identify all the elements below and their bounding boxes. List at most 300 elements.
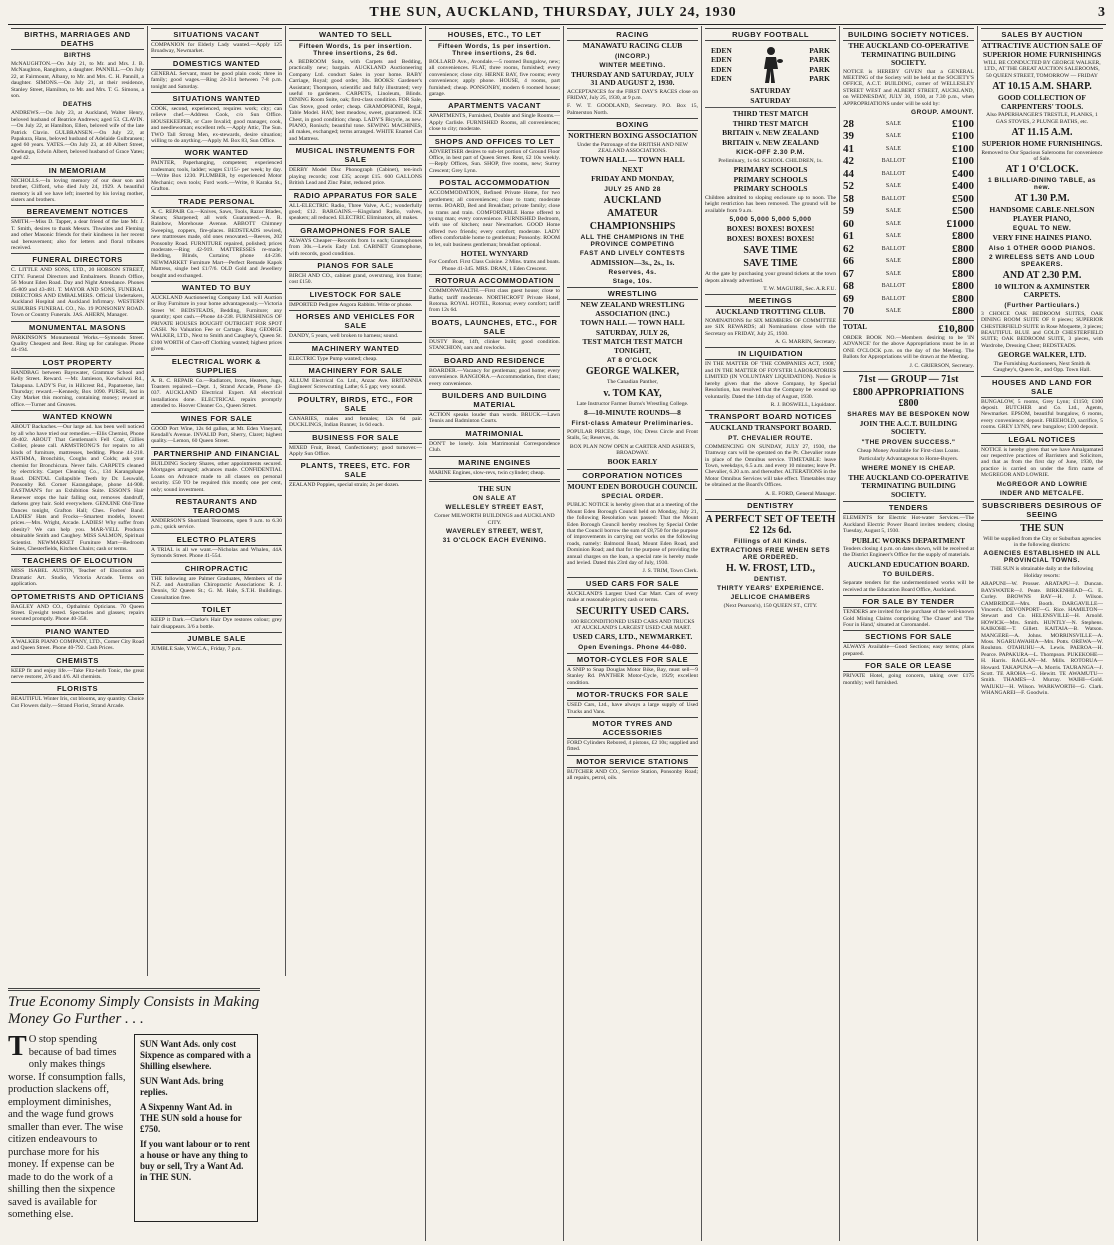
corp-special: SPECIAL ORDER. (601, 493, 664, 501)
lot-method: SALE (885, 258, 901, 265)
particulars-line: Particularly Advantageous to Home-Buyers. (858, 456, 959, 463)
section-heading: IN MEMORIAM (11, 164, 144, 177)
column-2 (148, 26, 286, 976)
section-heading: MARINE ENGINES (429, 456, 560, 469)
wanted-text: ABOUT Backaches.—Our large ad. has been well noticed by all who have tried our remedies.—Ellis Chemist, Phone 40-402. ABOUT That Gentleman's Fell Coat, Gillies Collier, please call. ARMSTRONG'S for repairs to all kinds of furniture, mattresses, bedding. Phone 44-218. ASTHMA, Bronchitis, Coughs and Colds; ask your chemist for Bronchicura. Never fails. CARPETS cleaned by electricity. Carpet Cleaning Co., 134 Karangahape Road. DENTAL Collapsible Teeth by Dr. Leuwald, Ponsonby Rd. Corner Karangahape, phone 44-908. EASTMAN'S for an Exhibition Suite. ESSON'S Hair Renewer stops the hair falling out, removes dandruff, darkens grey hair. Sold everywhere. GENUINE Old-Time Dances tonight, Grafton Hall; Ches. Forbes' Band. LADIES' Hats and Frocks—Smartest models, lowest prices.—Mrs. Wright, Arcade. LADIES! Why suffer from obesity? We can help you. MAR-VELL Products obtainable Smith and Caughey. MISS SALMON, Spiritual Scientist. NEWMARKET Furniture Mart—Bedroom Suites, Chesterfields, Kitchen Chairs; cash or terms. (11, 424, 144, 552)
section-heading: HORSES AND VEHICLES FOR SALE (289, 310, 422, 332)
agencies-title: AGENCIES ESTABLISHED IN ALL PROVINCIAL TOWNS. (983, 550, 1101, 565)
drop-cap: T (8, 1031, 27, 1062)
lot-method: BALLOT (881, 195, 906, 202)
removed-line: Removed to Our Spacious Salerooms for convenience of Sale. (981, 149, 1103, 162)
section-heading: BEREAVEMENT NOTICES (11, 205, 144, 218)
section-heading: SECTIONS FOR SALE (843, 630, 974, 643)
section-heading: MOTOR-TRUCKS FOR SALE (567, 688, 698, 701)
chiro-text: THE following are Palmer Graduates, Members of the N.Z. and Australian Chiropractic Associations: R. J. Dennis, 92 Queen St.; G. M. Hale, S.T.H. Buildings. Consultation free. (151, 575, 282, 601)
lot-method: BALLOT (881, 283, 906, 290)
pwd-title: PUBLIC WORKS DEPARTMENT (851, 535, 966, 545)
lot-group: 52 (843, 180, 854, 193)
legal-firm: McGREGOR AND LOWRIE (996, 480, 1088, 488)
wrestling-walker: GEORGE WALKER, (585, 366, 680, 378)
boxing-amateur: AMATEUR (607, 207, 658, 219)
eden-word: EDEN (711, 55, 732, 64)
further-text: 3 CHOICE OAK BEDROOM SUITES, OAK DINING ROOM SUITE OF 8 pieces; SUPERIOR CHESTERFIELD SUITE in Rose Moquette, 3 pieces; BEAUTIFUL BLUE and GOLD CHESTERFIELD SUITE; OAK BEDROOM SUITE, 3 pieces, with Wardrobe, Dressing Chest; BEDSTEADS. (981, 310, 1103, 349)
primary-schools: PRIMARY SCHOOLS (733, 184, 808, 194)
section-heading: CHEMISTS (11, 654, 144, 667)
appropriations-line: £800 APPROPRIATIONS £800 (852, 386, 965, 409)
transport-board: AUCKLAND TRANSPORT BOARD. (709, 423, 832, 433)
divider (843, 371, 974, 372)
rugby-player-icon (758, 45, 784, 85)
experience: THIRTY YEARS' EXPERIENCE. (717, 585, 824, 593)
frost-name: H. W. FROST, LTD., (726, 563, 815, 575)
used-cars-text: AUCKLAND'S Largest Used Car Mart. Cars of every make at reasonable prices; cash or terms. (567, 590, 698, 604)
page-number: 3 (1098, 5, 1106, 20)
section-heading: JUMBLE SALE (151, 632, 282, 645)
section-heading: IN LIQUIDATION (705, 347, 836, 360)
used-cars-ltd: USED CARS, LTD., NEWMARKET. (572, 632, 693, 642)
society-name: THE AUCKLAND CO-OPERATIVE TERMINATING BUILDING SOCIETY. (848, 41, 969, 67)
electro-text: A TRIAL is all we want.—Nicholas and Whalen, 44A Symonds Street. Phone 41-554. (151, 546, 282, 560)
perfect-set: A PERFECT SET OF TEETH £2 12s 6d. (705, 514, 836, 537)
third-test: THIRD TEST MATCH (732, 118, 809, 128)
rate-note: Fifteen Words, 1s per insertion. Three insertions, 2s 6d. (298, 43, 413, 57)
shares-line: SHARES MAY BE BESPOKEN NOW (847, 410, 970, 418)
lot-method: BALLOT (881, 170, 906, 177)
lot-group: 69 (843, 292, 854, 305)
section-heading: TENDERS (843, 501, 974, 514)
tools-line: GOOD COLLECTION OF CARPENTERS' TOOLS. (998, 93, 1086, 111)
racing-secretary: F. W. T. GOODLAND, Secretary. P.O. Box 15, Palmerston North. (567, 103, 698, 116)
wrestling-test: TEST MATCH TEST MATCH TONIGHT, (582, 337, 683, 355)
billiard-line: 1 BILLIARD-DINING TABLE, as new. (988, 177, 1096, 192)
corp-sign: J. S. TRIM, Town Clerk. (642, 568, 698, 575)
boxing-dates: JULY 25 AND 28 (604, 185, 661, 193)
lot-group: 41 (843, 142, 854, 155)
sun-box-line: 31 O'CLOCK EACH EVENING. (442, 537, 547, 545)
superior-line: SUPERIOR HOME FURNISHINGS. (981, 139, 1103, 149)
wines-text: GOOD Port Wine, 12s 6d gallon, at Mt. Eden Vineyard, Kendall's Avenue. INVALID Port, Sherry, Claret; highest quality.—Lemon, 60 Queen Street. (151, 425, 282, 445)
third-test: THIRD TEST MATCH (732, 109, 809, 118)
boxes: BOXES! BOXES! BOXES! (726, 233, 815, 243)
section-heading: WANTED KNOWN (11, 410, 144, 423)
appropriation-row (843, 280, 974, 293)
promo-box-line: SUN Want Ads. only cost Sixpence as compared with a Shilling elsewhere. (140, 1039, 251, 1071)
racing-acceptances: ACCEPTANCES for the FIRST DAY'S RACES close on FRIDAY, July 25, 1930, at 9 p.m. (567, 88, 698, 101)
section-heading: HOUSES AND LAND FOR SALE (981, 376, 1103, 398)
legal-text: NOTICE is hereby given that we have Amalgamated our respective practices of Barristers and Solicitors, and that as from the first day of June, 1930, the practice is carried on under the firm name of McGREGOR AND LOWRIE. (981, 446, 1103, 479)
section-heading: WORK WANTED (151, 146, 282, 159)
total-row (843, 323, 974, 335)
lot-amount: £800 (952, 292, 974, 305)
section-heading: FOR SALE OR LEASE (843, 659, 974, 672)
boxing-patronage: Under the Patronage of the BRITISH AND NEW ZEALAND ASSOCIATIONS. (577, 141, 688, 155)
section-heading: SALES BY AUCTION (981, 28, 1103, 41)
auction-time: AT 10.15 A.M. SHARP. (992, 81, 1092, 93)
domestics-text: GENERAL Servant, must be good plain cook; three in family; good wages.—Ring 24-314 between 7-8 p.m. tonight and Saturday. (151, 70, 282, 90)
appropriation-row (843, 193, 974, 206)
divider (705, 107, 836, 108)
machinery-sale-text: ALLUM Electrical Co. Ltd., Anzac Ave. BRITANNIA Engineers' Screwcutting Lathe; 6.5 gap; very sound. (289, 377, 422, 391)
wrestling-kay: v. TOM KAY, (603, 387, 662, 399)
section-heading: FLORISTS (11, 682, 144, 695)
lot-method: SALE (885, 270, 901, 277)
pianos-text: BIRCH AND CO., cabinet grand, overstrung, iron frame; cost £150. (289, 272, 422, 286)
column-4 (426, 26, 564, 1241)
plants-text: ZEALAND Poppies, special strain; 2s per dozen. (289, 482, 400, 489)
trade-text: A. C. REPAIR Co.—Knives, Saws, Tools, Razor Blades, Shears; Sharpened; all work Guaranteed.—A. R. Rainbow, Morehouse Avenue. ABBOTT Chimney Sweeping, coppers, fire-places. BEDSTEADS rewired, new mattresses made, old ones renovated.—Reeves, 202 Ponsonby Road. FURNITURE repaired, polished; prices moderate.—Ring 42-919. MATTRESSES re-made; Bedding, Blinds, Curtains; phone 44-236. NEWMARKET Furniture Mart—Perfect Remade Kapok Mattress, single bed £1/7/6. OLD Gold and Jewellery bought and exchanged. (151, 208, 282, 279)
aeb-sub: TO BUILDERS. (882, 571, 935, 579)
business-text: MIXED Fruit, Bread, Confectionery; good turnover.—Apply Sun Office. (289, 444, 422, 457)
handsome-line: HANDSOME CABLE-NELSON PLAYER PIANO, (989, 205, 1095, 223)
aeb-title: AUCKLAND EDUCATION BOARD. (847, 559, 970, 569)
bereavement-text: SMITH.—Miss D. Tapper, a dear friend of the late Mr. J. T. Smith, desires to thank Messrs. Thwaites and Fleming and other Masonic friends for their kindness in her recent sad bereavement; also for letters and floral tributes received. (11, 219, 144, 251)
section-heading: RESTAURANTS AND TEAROOMS (151, 495, 282, 517)
wireless-line: 2 WIRELESS SETS AND LOUD SPEAKERS. (988, 253, 1096, 268)
section-heading: BUILDING SOCIETY NOTICES. (843, 28, 974, 41)
section-heading: MOTOR TYRES AND ACCESSORIES (567, 717, 698, 739)
sun-box-line: WAVERLEY STREET, WEST, (445, 528, 544, 536)
section-heading: ELECTRICAL WORK & SUPPLIES (151, 355, 282, 377)
lot-amount: £1000 (946, 217, 974, 230)
wrestling-box-plan: BOX PLAN NOW OPEN at CARTER AND ASHER'S, BROADWAY. (569, 443, 696, 456)
wrestling-association: NEW ZEALAND WRESTLING ASSOCIATION (INC.) (580, 300, 685, 318)
section-heading: APARTMENTS VACANT (429, 99, 560, 112)
further-line: (Further Particulars.) (1004, 301, 1080, 309)
houses-land-text: BUNGALOW, 5 rooms, Grey Lynn; £1150; £100 deposit. BUTCHER and Co. Ltd., Agents, Newmarket. EPSOM, beautiful bungalow, 6 rooms, every convenience; deposit. FREEHOLD, sacrifice, 5 rooms. GREY LYNN, new bungalow; £100 deposit. (981, 398, 1103, 431)
sun-box-line: Corner MILWORTH BUILDINGS and AUCKLAND CITY. (434, 513, 555, 526)
boxing-next: NEXT (622, 164, 643, 174)
horses-text: DANDY, 5 years, well broken to harness; sound. (289, 333, 399, 340)
want-ad-promo (8, 985, 260, 1222)
britain-nz: BRITAIN v. NEW ZEALAND (722, 137, 819, 147)
dentist-address: (Next Pearson's), 150 QUEEN ST., CITY. (723, 603, 818, 610)
aeb-text: Separate tenders for the undermentioned works will be received at the Education Board Office, Auckland. (843, 580, 974, 593)
prelim: Preliminary, 1s 6d. SCHOOL CHILDREN, 1s. (718, 158, 823, 164)
builders-text: ACTION speaks louder than words. BRUCK.—Lawn Tennis and Badminton Courts. (429, 411, 560, 425)
lot-amount: £100 (952, 142, 974, 155)
transport-text: COMMENCING ON SUNDAY, JULY 27, 1930, the Tramway cars will be operated on the Pt. Chevalier route in place of the Omnibus service. TIMETABLE: leave Town, weekdays, 6.5 a.m. and every 10 minutes; leave Pt. Chevalier, 6.20 a.m. and thereafter. ALTERATIONS in the Motor Omnibus Services will take effect. Timetables may be obtained at the Board's Offices. (705, 443, 836, 489)
sun-box-title: THE SUN (478, 483, 511, 493)
promo-body (8, 1031, 260, 1222)
section-heading: BUSINESS FOR SALE (289, 431, 422, 444)
dentist: DENTIST. (754, 576, 787, 584)
fillings: Fillings of All Kinds. (733, 538, 808, 546)
conducted: WILL BE CONDUCTED BY GEORGE WALKER, LTD., AT THE GREAT AUCTION SALEROOMS, 50 QUEEN STREET, TOMORROW — FRIDAY (983, 60, 1101, 79)
rugby-day: SATURDAY (750, 86, 791, 95)
park-word: PARK (809, 74, 830, 83)
racing-club-inc: (INCORP.) (614, 52, 651, 60)
section-heading: MOTOR-CYCLES FOR SALE (567, 653, 698, 666)
lot-amount: £500 (952, 192, 974, 205)
cheap-line: Cheap Money Available for First-class Loans. (857, 447, 960, 454)
transport-route: PT. CHEVALIER ROUTE. (728, 434, 813, 442)
boxing-days: FRIDAY AND MONDAY, (591, 174, 674, 184)
sale-lease-text: PRIVATE Hotel, going concern, taking over £175 monthly; well furnished. (843, 673, 974, 686)
wrestling-date: SATURDAY, JULY 26, (595, 327, 670, 337)
boats-text: DUSTY Boat, 14ft, clinker built; good condition. STANCHION, oars and rowlocks. (429, 338, 560, 352)
column-1 (8, 26, 148, 976)
section-heading: BOARD AND RESIDENCE (429, 354, 560, 367)
electrical-text: A. R. C. REPAIR Co.—Radiators, Irons, Heaters, Jugs, Toasters repaired.—Dept. 1, Strand Arcade, Phone 43-037. AUCKLAND Electrical Expert. All electrical installations done. ELECTRICAL repairs promptly attended to. Hoover Cleaner Co., Queen Street. (151, 377, 282, 410)
section-heading: LOST PROPERTY (11, 356, 144, 369)
appropriations-table (843, 118, 974, 318)
notice-text: NOTICE is HEREBY GIVEN that a GENERAL MEETING of the Society will be held at the SOCIETY'S OFFICE, A.C.T. BUILDING, corner of WELLESLEY STREET WEST and ALBERT STREET, AUCKLAND, on WEDNESDAY, JULY 30, 1930, at 7.30 p.m., when APPROPRIATIONS under will be sold by: (843, 68, 974, 107)
section-heading: MACHINERY WANTED (289, 342, 422, 355)
houses-text: BOLLARD Ave., Avondale.—5 roomed Bungalow, new; all conveniences. FLAT, three rooms, furnished; every convenience; close city. HERNE BAY, five rooms; every convenience; apply phone. HOUSE, 4 rooms, part furnished; cheap. PONSONBY, modern 6 roomed house; garage. (429, 59, 560, 98)
lot-method: SALE (885, 183, 901, 190)
boxing-association: NORTHERN BOXING ASSOCIATION (568, 131, 697, 141)
gramophones-text: ALWAYS Cheaper—Records from 1s each; Gramophones from 30s.—Lewis Eady Ltd. CABINET Gramophone, with records, good condition. (289, 237, 422, 257)
lot-group: 67 (843, 267, 854, 280)
save-time: SAVE TIME (743, 245, 798, 257)
lot-amount: £400 (952, 167, 974, 180)
promo-box-line: SUN Want Ads. bring replies. (140, 1076, 224, 1097)
lot-method: BALLOT (881, 295, 906, 302)
promo-box-line: A Sixpenny Want Ad. in THE SUN sold a house for £750. (140, 1102, 242, 1134)
promo-left (8, 1031, 126, 1222)
proven-line: "THE PROVEN SUCCESS." (861, 438, 956, 446)
work-text: PAINTER, Paperhanging, competent; experienced tradesman; tools, ladder; wages £1/15/- per week; by day.—Write Box 1230. PLUMBER, by experienced Motor Mechanic; own tools; Ford work.—Write, 8 Karaka St., Grafton. (151, 160, 282, 193)
wrestling-venue: TOWN HALL — TOWN HALL (580, 318, 685, 328)
attractive: ATTRACTIVE AUCTION SALE OF SUPERIOR HOME FURNISHINGS (981, 41, 1103, 59)
boxing-admission: ADMISSION—3s., 2s., 1s. (590, 257, 675, 267)
appropriation-row (843, 293, 974, 306)
trucks-text: USED Cars, Ltd., have always a large supply of Used Trucks and Vans. (567, 702, 698, 715)
elocution-text: MISS ISABEL AUSTIN, Teacher of Elocution and Dramatic Art. Studio, Victoria Arcade. Terms on application. (11, 568, 144, 588)
section-heading: MATRIMONIAL (429, 427, 560, 440)
sold-line: THE SUN is obtainable daily at the following Holiday resorts: (990, 566, 1094, 579)
births-text: McNAUGHTON.—On July 21, to Mr. and Mrs. J. B. McNaughton, Rangitoto, a daughter. PANNILL.—On July 22, at Fairmount, Albany, to Mr. and Mrs. C. H. Pannill, a daughter. SIMONS.—On July 21, at their residence, Stanley Street, Hamilton, to Mr. and Mrs. T. G. Simons, a son. (11, 61, 144, 100)
lot-group: 58 (843, 192, 854, 205)
boxing-reserves: Reserves, 4s. (608, 269, 657, 277)
section-heading: OPTOMETRISTS AND OPTICIANS (11, 591, 145, 601)
musical-text: DERBY Model Disc Phonograph (Cabinet), ten-inch playing records; cost £35; accept £15. 600 GALLONS British Lead and Zinc Paint, reduced price. (289, 167, 422, 187)
wrestling-kay-sub: Late Instructor Farmer Burns's Wrestling College. (576, 400, 689, 407)
rugby-date: SATURDAY (750, 95, 791, 105)
eden-stack (711, 46, 732, 85)
section-heading: PARTNERSHIP AND FINANCIAL (151, 447, 282, 460)
lot-method: SALE (885, 308, 901, 315)
appropriation-row (843, 230, 974, 243)
rate-note: Fifteen Words, 1s per insertion. Three insertions, 2s 6d. (437, 43, 552, 57)
rotorua-text: COMMONWEALTH.—First class guest house; close to Baths; tariff moderate. NORTHCROFT Private Hotel, Rotorua. ROYAL HOTEL, Rotorua; every comfort; tariff from 12s 6d. (429, 288, 560, 314)
matrimonial-text: DON'T be lonely. Join Matrimonial Correspondence Club. (429, 440, 560, 454)
section-heading: GRAMOPHONES FOR SALE (289, 224, 422, 237)
very-fine-line: VERY FINE HAINES PIANO. (992, 233, 1092, 243)
section-heading: SUBSCRIBERS DESIROUS OF SEEING (982, 500, 1102, 519)
column-3 (286, 26, 426, 1241)
jellicoe: JELLICOE CHAMBERS (730, 594, 811, 602)
section-heading: BOXING (567, 118, 698, 131)
security-used-cars: SECURITY USED CARS. (576, 605, 689, 617)
lot-method: SALE (885, 208, 901, 215)
service-text: BUTCHER AND CO., Service Station, Ponsonby Road; all repairs, petrol, oils. (567, 768, 698, 782)
other-line: Also 1 OTHER GOOD PIANOS. (988, 244, 1096, 252)
racing-club: MANAWATU RACING CLUB (582, 41, 683, 50)
section-heading: BIRTHS, MARRIAGES AND DEATHS (11, 28, 144, 50)
section-heading: PLANTS, TREES, ETC. FOR SALE (289, 459, 422, 481)
florists-text: BEAUTIFUL Winter Iris, cut blooms, any quantity. Choice Cut Flowers daily.—Strand Florist, Strand Arcade. (11, 696, 144, 709)
section-heading: MUSICAL INSTRUMENTS FOR SALE (289, 144, 422, 166)
situations-text: COMPANION for Elderly Lady wanted.—Apply 125 Broadway, Newmarket. (151, 42, 282, 55)
lot-method: SALE (885, 233, 901, 240)
section-heading: WINES FOR SALE (151, 412, 282, 425)
save-time: SAVE TIME (743, 258, 798, 270)
wrestling-book: BOOK EARLY (607, 457, 658, 467)
tender-text: ELEMENTS for Electric Hot-water Services.—The Auckland Electric Power Board invites tenders; closing Tuesday, August 5, 1930. (843, 515, 974, 535)
masthead (8, 2, 1106, 25)
section-heading: LEGAL NOTICES (981, 433, 1103, 446)
appropriation-row (843, 305, 974, 318)
section-heading: POSTAL ACCOMMODATION (429, 176, 560, 189)
section-heading: WANTED TO BUY (151, 281, 282, 294)
section-heading: WANTED TO SELL (289, 28, 422, 41)
lot-amount: £800 (952, 280, 974, 293)
boxing-venue: TOWN HALL — TOWN HALL (580, 155, 685, 165)
auction-time: AND AT 2.30 P.M. (1002, 269, 1082, 281)
appropriation-row (843, 255, 974, 268)
boxing-championships: CHAMPIONSHIPS (589, 220, 676, 232)
appropriations-body (843, 118, 974, 318)
piano-text: A WALKER PIANO COMPANY, LTD., Corner City Road and Queen Street. Phone 40-792. Cash Prices. (11, 638, 144, 652)
park-word: PARK (809, 55, 830, 64)
section-heading: TOILET (151, 603, 282, 616)
lot-amount: £100 (952, 155, 974, 168)
section-heading: DOMESTICS WANTED (151, 57, 282, 70)
section-heading: SHOPS AND OFFICES TO LET (429, 135, 560, 148)
wanted-buy-text: AUCKLAND Auctioneering Company Ltd. will Auction or Buy Furniture in your home advantageously.—Victoria Street W. BEDSTEADS, Bedding, Furniture; any quantity; spot cash.—Phone 44-238. FURNISHINGS OF PRIVATE HOUSES BOUGHT OUTRIGHT FOR SPOT CASH. No Valuation Fee or Cartage. Ring GEORGE WALKER, LTD., Next to Smith and Caughey's, Queen St. £100 WORTH of Cast-off Clothing wanted; highest prices given. (151, 294, 282, 353)
lot-amount: £100 (952, 117, 974, 130)
racing-meeting: WINTER MEETING. (599, 61, 666, 69)
rugby-sign: T. W. MAGUIRE, Sec. A.R.F.U. (763, 285, 836, 292)
promo-paragraph (8, 1031, 126, 1222)
section-heading: RACING (567, 28, 698, 41)
liquidation-text: IN THE MATTER OF 'THE COMPANIES ACT, 1908,' and IN THE MATTER OF FOYSTER LABORATORIES LIMITED (IN VOLUNTARY LIQUIDATION). Notice is hereby given that the above Company, by Special Resolution, has resolved that the Company be wound up voluntarily. Dated the 14th day of August, 1930. (705, 361, 836, 400)
park-word: PARK (809, 64, 830, 74)
section-heading: TEACHERS OF ELOCUTION (11, 554, 144, 567)
section-heading: ELECTRO PLATERS (151, 533, 282, 546)
lot-method: BALLOT (881, 245, 906, 252)
section-heading: MONUMENTAL MASONS (11, 321, 144, 334)
lot-col-header: GROUP. AMOUNT. (911, 108, 974, 116)
promo-text: O stop spending because of bad times only makes things worse. If consumption falls, production slackens off, employment diminishes, and the wage fund grows smaller than ever. The wise citizen endeavours to purchase more for his money. If expense can be made to do the work of a shilling then the sixpence saved is available for something else. (8, 1034, 126, 1220)
accommodation-text: ACCOMMODATION, Refined Private Home, for two gentlemen; all conveniences; close to tram; moderate terms. BOARD, Bed and Breakfast; private family; close to trams and train. COMFORTABLE Home offered to young man; every convenience. FURNISHED Bedroom, with use of kitchen; near Newmarket. GOOD Home offered two friends; every comfort; moderate. LADY offers comfortable home to gentleman; Ponsonby. ROOM to let, suit business gentleman; breakfast optional. (429, 190, 560, 248)
apartments-text: APARTMENTS, Furnished, Double and Single Rooms.—Apply Carlisle. FURNISHED Rooms, all conveniences; close to city; moderate. (429, 113, 560, 133)
lot-method: SALE (885, 145, 901, 152)
section-heading: LIVESTOCK FOR SALE (289, 288, 422, 301)
lot-group: 68 (843, 280, 854, 293)
appropriation-row (843, 205, 974, 218)
appropriation-row (843, 243, 974, 256)
poultry-text: CANARIES, males and females; 12s 6d pair. DUCKLINGS, Indian Runner, 1s 6d each. (289, 415, 422, 429)
section-heading: ROTORUA ACCOMMODATION (429, 274, 560, 287)
lot-group: 60 (843, 217, 854, 230)
primary-schools: PRIMARY SCHOOLS (733, 165, 808, 175)
total-amount: £10,800 (938, 322, 974, 335)
sale-tender-text: TENDERS are invited for the purchase of the well-known Gold Mining Claims comprising 'The Chaser' and 'The Four in Hand,' situated at Coromandel. (843, 609, 974, 628)
primary-schools: PRIMARY SCHOOLS (733, 174, 808, 184)
section-heading: WRESTLING (567, 287, 698, 300)
wilton-line: 10 WILTON & AXMINSTER CARPETS. (994, 281, 1090, 300)
transport-sign: A. E. FORD, General Manager. (765, 490, 836, 497)
george-text: The Furnishing Auctioneers, Next Smith & Caughey's, Queen St., and Opp. Town Hall. (993, 360, 1091, 374)
sit-wanted-text: COOK, second, experienced, requires work; city; can relieve chef.—Address Cook, c/o Sun Office. HOUSEKEEPER, or Care Invalid; good manager, cook, and needlewoman; excellent refs.—Apply Attic, The Sun. TWO Tall Strong Men, ex-stewards, desire situation; willing to do anything.—Apply M. Box 83, Sun Office. (151, 106, 282, 145)
legal-place: INDER AND METCALFE. (999, 489, 1085, 497)
appropriation-row (843, 118, 974, 131)
join-line: JOIN THE A.C.T. BUILDING SOCIETY. (859, 418, 958, 437)
eden-word: EDEN (711, 74, 732, 83)
lot-group: 39 (843, 130, 854, 143)
boxing-auckland: AUCKLAND (603, 194, 662, 206)
section-heading: TRANSPORT BOARD NOTICES (705, 410, 836, 423)
section-heading: MEETINGS (705, 294, 836, 307)
extractions: EXTRACTIONS FREE WHEN SETS ARE ORDERED. (710, 547, 831, 562)
order-sign: J. C. GRIERSON, Secretary. (909, 362, 974, 369)
appropriation-row (843, 155, 974, 168)
lot-amount: £800 (952, 230, 974, 243)
lot-group: 42 (843, 155, 854, 168)
sun-text: Will be supplied from the City or Suburban agencies in the following districts: (983, 535, 1101, 549)
divider (843, 320, 974, 321)
park-stack (809, 46, 830, 85)
divider (429, 479, 560, 482)
total-label: TOTAL (843, 322, 867, 331)
section-heading: FUNERAL DIRECTORS (11, 253, 144, 266)
boxing-note: ALL THE CHAMPIONS IN THE PROVINCE COMPETING (580, 233, 685, 248)
equal-line: EQUAL TO NEW. (1012, 225, 1072, 233)
column-5 (564, 26, 702, 1241)
lot-group: 61 (843, 230, 854, 243)
section-heading: PIANO WANTED (11, 625, 144, 638)
section-heading: USED CARS FOR SALE (567, 577, 698, 590)
trotting-sign: A. G. MARRIN, Secretary. (774, 339, 836, 346)
wrestling-walker-sub: The Canadian Panther, (607, 379, 658, 386)
section-heading: MOTOR SERVICE STATIONS (567, 755, 698, 768)
lot-amount: £800 (952, 267, 974, 280)
appropriation-row (843, 143, 974, 156)
promo-box-line: If you want labour or to rent a house or have any thing to buy or sell, Try a Want Ad. in THE SUN. (140, 1139, 251, 1182)
section-heading: SITUATIONS VACANT (151, 28, 282, 41)
wrestling-prelim: First-class Amateur Preliminaries. (571, 419, 694, 427)
section-heading: FOR SALE BY TENDER (843, 595, 974, 608)
paper-line: Also PAPERHANGER'S TRESTLE, PLANKS, 1 GAS STOVES, 2 PLUNGE BATHS, etc. (986, 112, 1098, 125)
tyres-text: FORD Cylinders Rebored, 4 pistons, £2 10s; supplied and fitted. (567, 740, 698, 753)
column-6 (702, 26, 840, 1241)
kickoff: KICK-OFF 2.30 P.M. (736, 149, 805, 156)
where-line: WHERE MONEY IS CHEAP. (861, 464, 956, 472)
appropriation-row (843, 180, 974, 193)
restaurants-text: ANDERSON'S Shortland Tearooms, open 9 a.m. to 6.30 p.m.; quick service. (151, 517, 282, 531)
section-heading: SITUATIONS WANTED (151, 92, 282, 105)
column-7 (840, 26, 978, 1241)
pwd-text: Tenders closing 4 p.m. on dates shown, will be received at the District Engineer's Office for the supply of materials. (843, 546, 974, 559)
stands-text: Children admitted to sloping enclosure up to noon. The height restriction has been removed. The ground will be available from 9 a.m. (705, 194, 836, 214)
eden-word: EDEN (711, 45, 732, 55)
capacity-numbers: 5,000 5,000 5,000 5,000 (729, 216, 812, 224)
sun-box-line: ON SALE AT (472, 495, 517, 503)
lot-group: 28 (843, 117, 854, 130)
section-heading: RUGBY FOOTBALL (705, 28, 836, 41)
agencies-list: ARAPUNI—W. Prosser. ARATAPU—J. Duncan. BAYSWATER—J. Peate. BIRKENHEAD—G. E. Curley. BROWNS BAY—H. J. Wilson. CAMBRIDGE—Mrs. Booth. DARGAVILLE—Vincent's. DEVONPORT—G. Rice. HAMILTON—Stewart and Co. HELENSVILLE—H. Arnold. HOWICK—Mrs. Smith. HUNTLY—N. Stephens. KAIKOHE—T. Gillett. KAITAIA—B. Watson. MANGERE—A. Johns. MORRINSVILLE—A. Moss. NGARUAWAHIA—Mrs. Potts. OREWA—W. Roulston. OTAHUHU—A. Lewis. PAEROA—H. Pearce. PAPAKURA—L. Thompson. PUKEKOHE—H. Harris. RAGLAN—M. Mills. ROTORUA—Howard. TAKAPUNA—A. Morris. TAURANGA—J. Scott. TE AROHA—G. Hewitt. TE AWAMUTU—Smith. THAMES—J. Murray. WAIHI—Gold. WAIUKU—H. Wilson. WARKWORTH—G. Clark. WHANGAREI—F. Goodwin. (981, 581, 1103, 697)
lot-amount: £800 (952, 255, 974, 268)
lot-amount: £100 (952, 130, 974, 143)
subheading: BIRTHS (63, 52, 92, 59)
lost-text: HANDBAG between Bayswater, Grammar School and Kelly Street. Reward. —Mr. Jamieson, Kowhaiwai Rd., Takapuna. LADY'S Fur, in Hillcrest Rd., Papatoetoe, last Thursday; reward.—Kennedy, Box 1090. PURSE, lost in City Market this morning, containing money; reward at office.—Turner and Greaves. (11, 369, 144, 408)
security-text: 100 RECONDITIONED USED CARS AND TRUCKS AT AUCKLAND'S LARGEST USED CAR MART. (570, 618, 695, 632)
auction-time: AT 1 O'CLOCK. (1005, 164, 1079, 176)
society-name: THE AUCKLAND CO-OPERATIVE TERMINATING BUILDING SOCIETY. (848, 472, 969, 499)
section-heading: POULTRY, BIRDS, ETC., FOR SALE (289, 393, 422, 415)
